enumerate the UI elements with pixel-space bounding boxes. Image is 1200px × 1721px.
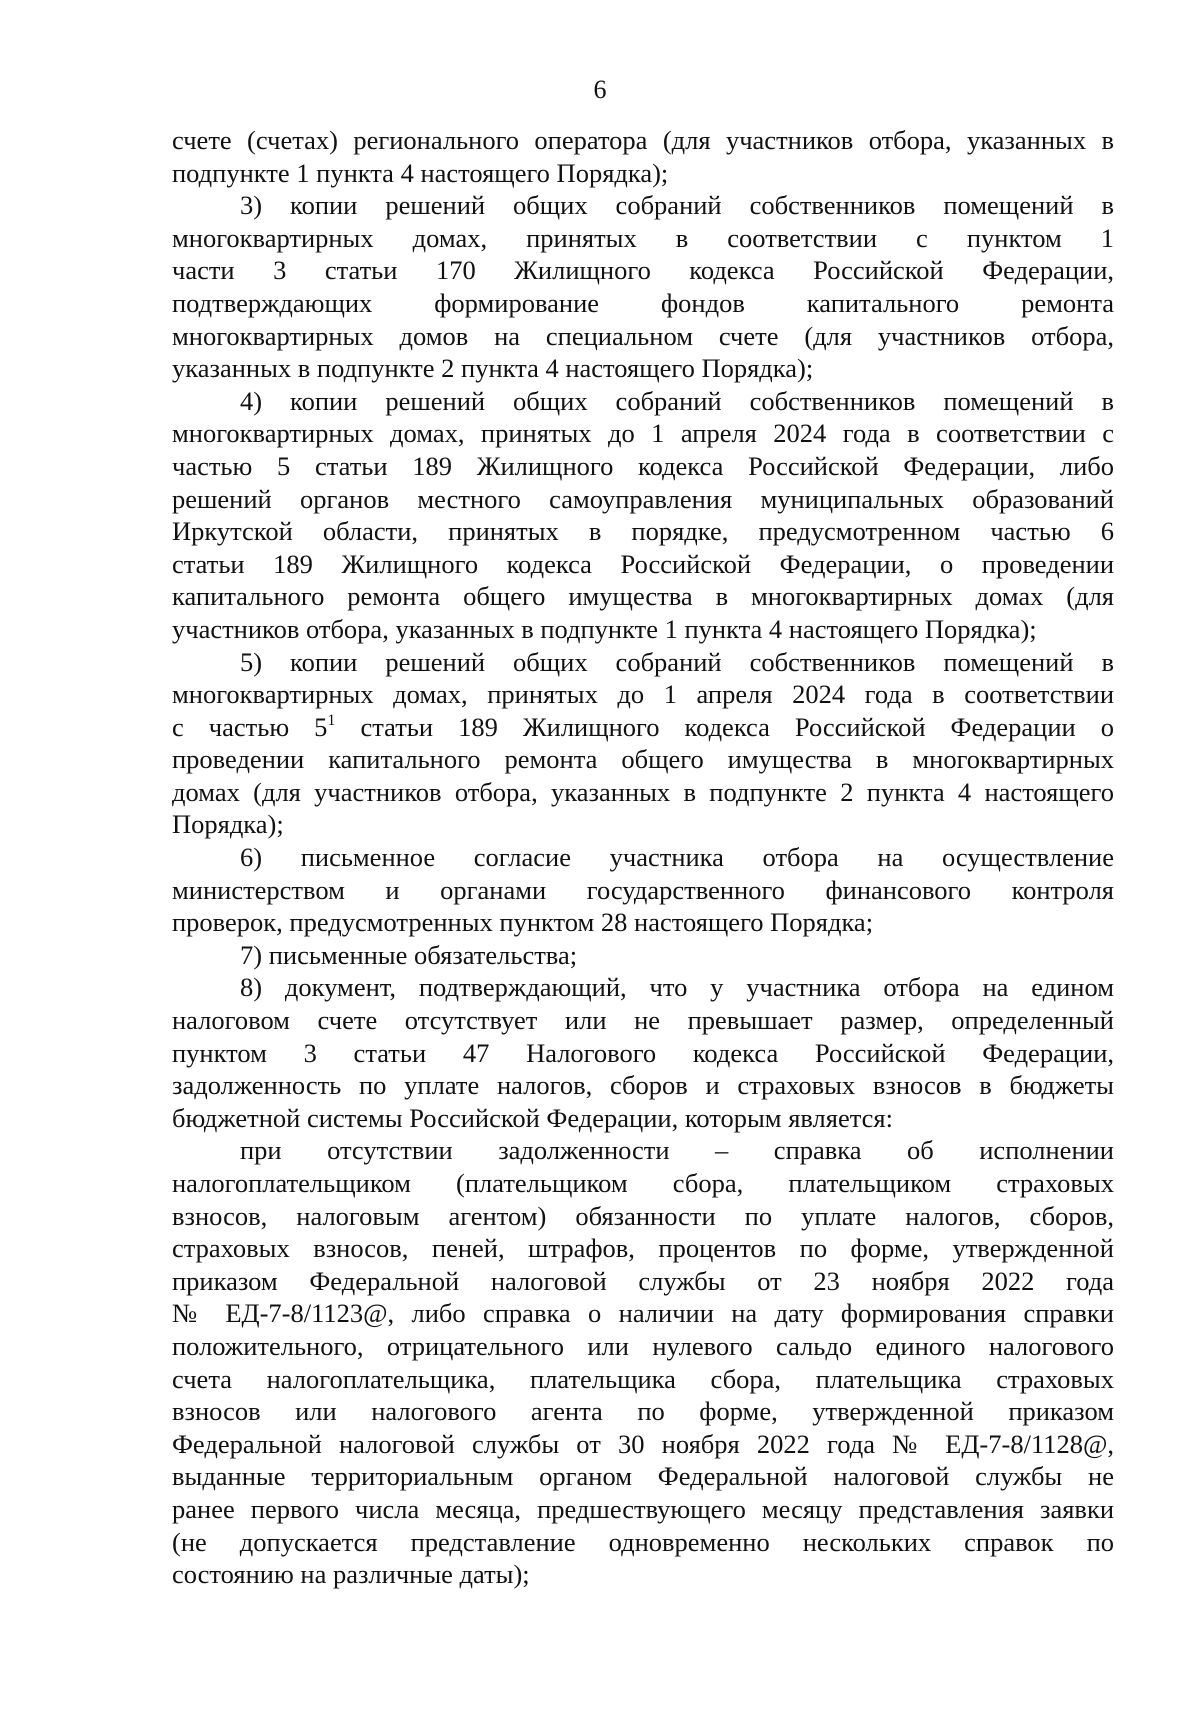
- text-line-content: Федеральной налоговой службы от 30 ноября 2022 года № ЕД-7-8/1128@,: [172, 1428, 1114, 1459]
- text-line: [172, 646, 1114, 679]
- text-line-content: Иркутской области, принятых в порядке, предусмотренном частью 6: [172, 516, 1114, 547]
- text-line-content: 7) письменные обязательства;: [240, 939, 578, 970]
- text-line: [172, 1134, 1114, 1167]
- text-line-content: счете (счетах) регионального оператора (для участников отбора, указанных в: [172, 125, 1114, 155]
- text-line-content: участников отбора, указанных в подпункте 1 пункта 4 настоящего Порядка);: [172, 613, 1037, 644]
- text-line-content: 8) документ, подтверждающий, что у участника отбора на едином: [240, 972, 1114, 1003]
- text-line-content: многоквартирных домах, принятых в соответствии с пунктом 1: [172, 222, 1114, 253]
- text-line-content: части 3 статьи 170 Жилищного кодекса Российской Федерации,: [172, 255, 1114, 286]
- text-line: [172, 189, 1114, 222]
- text-line: [172, 1460, 1114, 1493]
- text-line-content: взносов или налогового агента по форме, утвержденной приказом: [172, 1396, 1114, 1427]
- text-line-content: налоговом счете отсутствует или не превышает размер, определенный: [172, 1005, 1114, 1036]
- text-line-content: счета налогоплательщика, плательщика сбора, плательщика страховых: [172, 1363, 1114, 1394]
- text-line: [172, 1004, 1114, 1037]
- text-line: [172, 352, 1114, 385]
- text-line-tail: статьи 189 Жилищного кодекса Российской Федерации о: [335, 711, 1115, 742]
- text-line-content: налогоплательщиком (плательщиком сбора, плательщиком страховых: [172, 1168, 1114, 1198]
- text-line: [172, 1493, 1114, 1526]
- text-line: [172, 450, 1114, 483]
- text-line-content: задолженность по уплате налогов, сборов и страховых взносов в бюджеты: [172, 1070, 1114, 1101]
- text-line-content: указанных в подпункте 2 пункта 4 настоящего Порядка);: [172, 353, 814, 384]
- text-line: [172, 1069, 1114, 1102]
- text-line: [172, 548, 1114, 581]
- text-line: [172, 580, 1114, 613]
- text-line-content: капитального ремонта общего имущества в многоквартирных домах (для: [172, 581, 1114, 612]
- text-line: [172, 157, 1114, 190]
- text-line: [172, 320, 1114, 353]
- text-line: [172, 515, 1114, 548]
- text-line-content: при отсутствии задолженности – справка об исполнении: [240, 1135, 1114, 1166]
- text-line: [172, 124, 1114, 157]
- text-line: [172, 1037, 1114, 1070]
- text-line: [172, 385, 1114, 418]
- text-line: [172, 776, 1114, 809]
- text-line-content: страховых взносов, пеней, штрафов, процентов по форме, утвержденной: [172, 1233, 1114, 1264]
- text-line-content: взносов, налоговым агентом) обязанности по уплате налогов, сборов,: [172, 1200, 1114, 1231]
- text-line-content: проведении капитального ремонта общего имущества в многоквартирных: [172, 744, 1114, 775]
- text-line: [172, 1330, 1114, 1363]
- text-line-content: бюджетной системы Российской Федерации, которым является:: [172, 1102, 893, 1133]
- text-line-content: (не допускается представление одновременно нескольких справок по: [172, 1526, 1114, 1557]
- text-line-content: подпункте 1 пункта 4 настоящего Порядка);: [172, 157, 669, 188]
- text-line: [172, 743, 1114, 776]
- text-line-content: состоянию на различные даты);: [172, 1559, 530, 1590]
- text-line: [172, 613, 1114, 646]
- text-line: [172, 1363, 1114, 1396]
- text-line-content: № ЕД-7-8/1123@, либо справка о наличии на дату формирования справки: [172, 1298, 1114, 1329]
- text-line: [172, 678, 1114, 711]
- text-line: [172, 906, 1114, 939]
- text-line-content: выданные территориальным органом Федеральной налоговой службы не: [172, 1461, 1114, 1492]
- superscript: 1: [327, 711, 336, 729]
- text-line-content: ранее первого числа месяца, предшествующего месяцу представления заявки: [172, 1493, 1114, 1524]
- text-line: [172, 254, 1114, 287]
- text-line: [172, 711, 1114, 744]
- text-line: [172, 939, 1114, 972]
- text-line-content: многоквартирных домов на специальном счете (для участников отбора,: [172, 320, 1114, 351]
- text-line-content: домах (для участников отбора, указанных в подпункте 2 пункта 4 настоящего: [172, 776, 1114, 807]
- text-line-content: частью 5 статьи 189 Жилищного кодекса Российской Федерации, либо: [172, 450, 1114, 481]
- text-line: [172, 417, 1114, 450]
- text-line-content: решений органов местного самоуправления муниципальных образований: [172, 483, 1114, 514]
- text-line-content: подтверждающих формирование фондов капитального ремонта: [172, 287, 1114, 318]
- text-line: [172, 808, 1114, 841]
- text-line-content: 6) письменное согласие участника отбора на осуществление: [240, 842, 1114, 873]
- text-line: [172, 1167, 1114, 1200]
- text-line: [172, 874, 1114, 907]
- text-line: [172, 971, 1114, 1004]
- text-line: [172, 287, 1114, 320]
- text-line-content: многоквартирных домах, принятых до 1 апреля 2024 года в соответствии: [172, 679, 1114, 710]
- text-line-content: пунктом 3 статьи 47 Налогового кодекса Российской Федерации,: [172, 1037, 1114, 1068]
- text-line: [172, 1395, 1114, 1428]
- text-line: [172, 1558, 1114, 1591]
- text-line-content: с частью 5: [172, 711, 328, 742]
- text-line-content: 4) копии решений общих собраний собственников помещений в: [240, 385, 1114, 416]
- text-line: [172, 1428, 1114, 1461]
- text-line: [172, 1200, 1114, 1233]
- page-number: 6: [593, 75, 607, 104]
- text-line-content: Порядка);: [172, 809, 284, 840]
- text-line-content: 5) копии решений общих собраний собственников помещений в: [240, 646, 1114, 677]
- text-line: [172, 841, 1114, 874]
- text-line-content: приказом Федеральной налоговой службы от 23 ноября 2022 года: [172, 1265, 1114, 1296]
- text-line: [172, 1526, 1114, 1559]
- text-line: [172, 1102, 1114, 1135]
- text-line: [172, 1232, 1114, 1265]
- text-line-content: многоквартирных домах, принятых до 1 апреля 2024 года в соответствии с: [172, 418, 1114, 449]
- text-line-content: проверок, предусмотренных пунктом 28 настоящего Порядка;: [172, 907, 874, 938]
- text-line-content: положительного, отрицательного или нулевого сальдо единого налогового: [172, 1330, 1114, 1361]
- document-body: [172, 124, 1114, 1591]
- text-line-content: статьи 189 Жилищного кодекса Российской Федерации, о проведении: [172, 548, 1114, 579]
- text-line-content: 3) копии решений общих собраний собственников помещений в: [240, 190, 1114, 221]
- text-line: [172, 1265, 1114, 1298]
- text-line: [172, 222, 1114, 255]
- text-line-content: министерством и органами государственного финансового контроля: [172, 874, 1114, 905]
- text-line: [172, 483, 1114, 516]
- text-line: [172, 1297, 1114, 1330]
